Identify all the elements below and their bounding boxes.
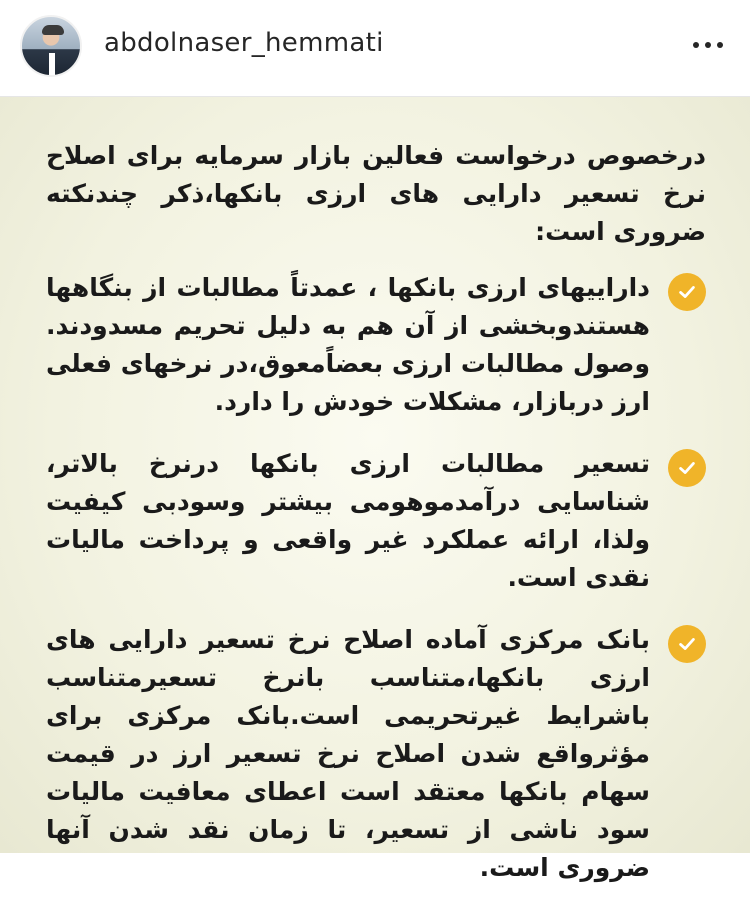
check-mark — [676, 281, 698, 303]
more-dot-1 — [693, 42, 699, 48]
more-options-icon[interactable] — [693, 37, 723, 53]
check-circle-icon — [668, 449, 706, 487]
check-circle-icon — [668, 625, 706, 663]
intro-text: درخصوص درخواست فعالین بازار سرمایه برای اصلاح نرخ تسعیر دارایی های ارزی بانکها،ذکر چندنکته ضروری است: — [46, 141, 706, 246]
profile-avatar[interactable] — [20, 15, 82, 77]
post-text — [46, 137, 706, 911]
list-item-text: تسعیر مطالبات ارزی بانکها درنرخ بالاتر، شناسایی درآمدموهومی بیشتر وسودبی کیفیت ولذا، ارائه عملکرد غیر واقعی و پرداخت مالیات نقدی است. — [46, 449, 650, 592]
post-header — [0, 0, 750, 97]
more-dot-2 — [705, 42, 711, 48]
list-item — [46, 445, 706, 597]
list-item-text: بانک مرکزی آماده اصلاح نرخ تسعیر دارایی های ارزی بانکها،متناسب بانرخ تسعیرمتناسب باشرایط غیرتحریمی است.بانک مرکزی برای مؤثرواقع شدن اصلاح نرخ تسعیر ارز در قیمت سهام بانکها معتقد است اعطای معافیت مالیات سود ناشی از تسعیر، تا زمان نقد شدن آنها ضروری است. — [46, 625, 650, 882]
list-item — [46, 269, 706, 421]
avatar-hair — [42, 25, 64, 35]
list-item-text: داراییهای ارزی بانکها ، عمدتاً مطالبات از بنگاهها هستندوبخشی از آن هم به دلیل تحریم مسدودند. وصول مطالبات ارزی بعضاًمعوق،در نرخهای فعلی ارز دربازار، مشکلات خودش را دارد. — [46, 273, 650, 416]
check-circle-icon — [668, 273, 706, 311]
check-mark — [676, 457, 698, 479]
avatar-tie — [49, 53, 55, 75]
check-mark — [676, 633, 698, 655]
more-dot-3 — [717, 42, 723, 48]
list-item — [46, 621, 706, 887]
post-image — [0, 97, 750, 882]
username[interactable]: abdolnaser_hemmati — [104, 28, 384, 58]
